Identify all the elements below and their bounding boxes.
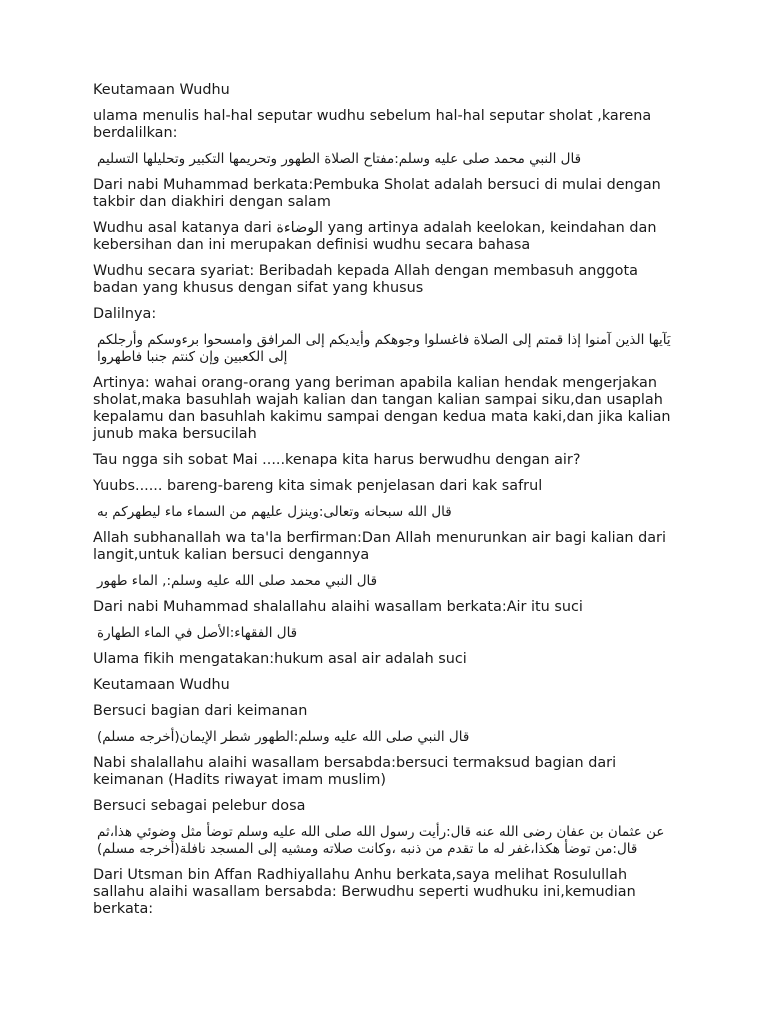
arabic-hadith-purity-half-faith: قال النبي صلى الله عليه وسلم:الطهور شطر الإيمان(أخرجه مسلم) <box>97 729 470 745</box>
paragraph-wudhu-language-definition: Wudhu asal katanya dari الوضاءة yang artinya adalah keelokan, keindahan dan kebersihan dan ini merupakan definisi wudhu secara bahasa <box>93 220 657 253</box>
paragraph-invitation: Yuubs...... bareng-bareng kita simak penjelasan dari kak safrul <box>93 478 543 494</box>
arabic-quran-verse: يَآيها الذين آمنوا إذا قمتم إلى الصلاة فاغسلوا وجوهكم وأيديكم إلى المرافق وامسحوا برءوسكم وأرجلكم إلى الكعبين وإن كنتم جنبا فاطهروا <box>97 332 671 365</box>
paragraph-uthman-translation: Dari Utsman bin Affan Radhiyallahu Anhu berkata,saya melihat Rosulullah sallahu alaihi wasallam bersabda: Berwudhu seperti wudhuku ini,kemudian berkata: <box>93 867 636 917</box>
subheading-purification-faith: Bersuci bagian dari keimanan <box>93 703 308 719</box>
arabic-verse-water-from-sky: قال الله سبحانه وتعالى:وينزل عليهم من السماء ماء ليطهركم به <box>97 504 452 520</box>
paragraph-water-verse-translation: Allah subhanallah wa ta'la berfirman:Dan Allah menurunkan air bagi kalian dari langit,untuk kalian bersuci dengannya <box>93 530 666 563</box>
arabic-hadith-uthman: عن عثمان بن عفان رضى الله عنه قال:رأيت رسول الله صلى الله عليه وسلم توضأ مثل وضوئي هذا،ثم قال:من توضأ هكذا،غفر له ما تقدم من ذنبه ،وكانت صلاته ومشيه إلى المسجد نافلة(أخرجه مسلم) <box>97 824 665 857</box>
paragraph-wudhu-sharia-definition: Wudhu secara syariat: Beribadah kepada Allah dengan membasuh anggota badan yang khusus dengan sifat yang khusus <box>93 263 638 296</box>
subheading-expiation-of-sins: Bersuci sebagai pelebur dosa <box>93 798 306 814</box>
document-title: Keutamaan Wudhu <box>93 82 230 98</box>
section-heading-virtues: Keutamaan Wudhu <box>93 677 230 693</box>
arabic-hadith-water-pure: قال النبي محمد صلى الله عليه وسلم:, الماء طهور <box>97 573 378 589</box>
paragraph-fiqh-translation: Ulama fikih mengatakan:hukum asal air adalah suci <box>93 651 467 667</box>
document-page <box>93 82 683 927</box>
paragraph-verse-translation: Artinya: wahai orang-orang yang beriman apabila kalian hendak mengerjakan sholat,maka basuhlah wajah kalian dan tangan kalian sampai siku,dan usaplah kepalamu dan basuhlah kakimu sampai dengan kedua mata kaki,dan jika kalian junub maka bersucilah <box>93 375 671 442</box>
arabic-hadith-key-of-prayer: قال النبي محمد صلى عليه وسلم:مفتاح الصلاة الطهور وتحريمها التكبير وتحليلها التسليم <box>97 151 582 167</box>
arabic-fiqh-principle: قال الفقهاء:الأصل في الماء الطهارة <box>97 625 298 641</box>
paragraph-purity-hadith-translation: Nabi shalallahu alaihi wasallam bersabda:bersuci termaksud bagian dari keimanan (Hadits riwayat imam muslim) <box>93 755 617 788</box>
paragraph-dalil-label: Dalilnya: <box>93 306 157 322</box>
paragraph-hadith-translation: Dari nabi Muhammad berkata:Pembuka Sholat adalah bersuci di mulai dengan takbir dan diakhiri dengan salam <box>93 177 661 210</box>
paragraph-question: Tau ngga sih sobat Mai .....kenapa kita harus berwudhu dengan air? <box>93 452 581 468</box>
paragraph-water-hadith-translation: Dari nabi Muhammad shalallahu alaihi wasallam berkata:Air itu suci <box>93 599 583 615</box>
paragraph-intro: ulama menulis hal-hal seputar wudhu sebelum hal-hal seputar sholat ,karena berdalilkan: <box>93 108 652 141</box>
